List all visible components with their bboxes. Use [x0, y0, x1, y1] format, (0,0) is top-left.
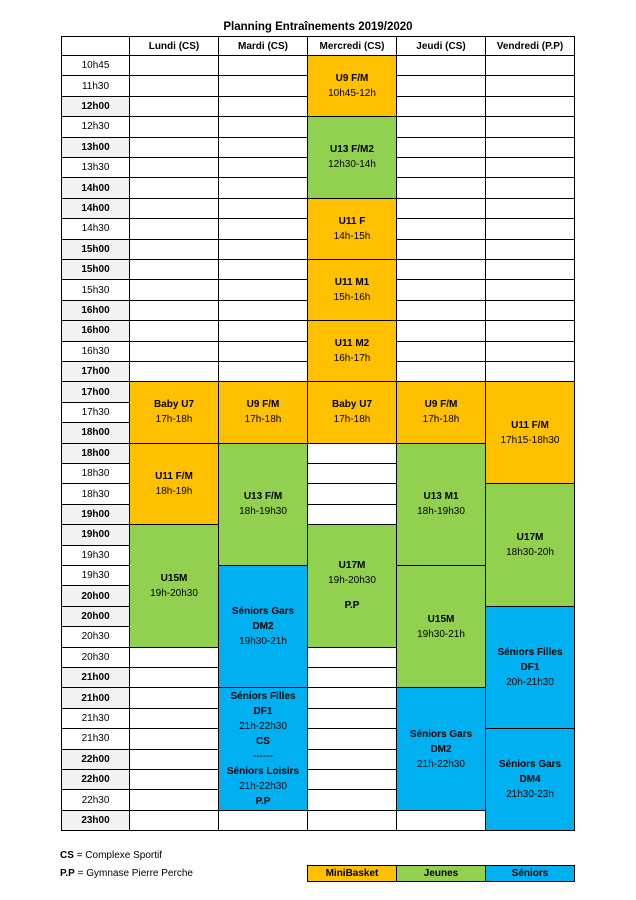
time-label: 14h00	[61, 198, 130, 219]
empty-slot	[218, 116, 308, 137]
empty-slot	[218, 137, 308, 158]
session-line: 17h-18h	[422, 414, 460, 426]
time-label: 19h30	[61, 545, 130, 566]
empty-slot	[396, 116, 486, 137]
time-label: 18h00	[61, 422, 130, 443]
session-block	[485, 381, 575, 484]
empty-slot	[129, 218, 219, 239]
session-block	[307, 524, 397, 647]
session-block	[307, 198, 397, 260]
empty-slot	[485, 239, 575, 260]
empty-slot	[485, 116, 575, 137]
empty-slot	[485, 218, 575, 239]
empty-slot	[218, 177, 308, 198]
empty-slot	[218, 157, 308, 178]
empty-slot	[129, 728, 219, 749]
empty-slot	[485, 198, 575, 219]
empty-slot	[485, 177, 575, 198]
empty-slot	[129, 789, 219, 810]
time-label: 16h00	[61, 300, 130, 321]
day-header: Jeudi (CS)	[396, 36, 486, 56]
time-label: 20h30	[61, 626, 130, 647]
empty-slot	[307, 667, 397, 688]
empty-slot	[396, 198, 486, 219]
time-label: 12h30	[61, 116, 130, 137]
session-line: DM4	[519, 774, 541, 786]
time-label: 21h00	[61, 667, 130, 688]
session-block	[307, 55, 397, 117]
time-label: 13h00	[61, 137, 130, 158]
session-block	[307, 381, 397, 443]
legend-jeunes: Jeunes	[396, 865, 486, 882]
session-name: U11 M2	[334, 338, 370, 350]
empty-slot	[396, 96, 486, 117]
empty-slot	[396, 239, 486, 260]
empty-slot	[307, 728, 397, 749]
session-block	[129, 443, 219, 526]
time-label: 15h30	[61, 279, 130, 300]
session-name: U11 F	[338, 215, 366, 227]
empty-slot	[129, 137, 219, 158]
empty-slot	[129, 55, 219, 76]
session-line: 20h-21h30	[506, 676, 554, 688]
session-line: 21h-22h30	[239, 721, 287, 733]
page-title: Planning Entraînements 2019/2020	[223, 21, 413, 33]
empty-slot	[396, 300, 486, 321]
legend-minibasket: MiniBasket	[307, 865, 397, 882]
session-line: 19h30-21h	[417, 628, 465, 640]
session-block	[129, 381, 219, 443]
empty-slot	[129, 667, 219, 688]
session-name: U9 F/M	[335, 73, 369, 85]
session-name: U15M	[427, 613, 455, 625]
empty-slot	[307, 647, 397, 668]
session-name: U13 F/M	[243, 491, 283, 503]
empty-slot	[129, 810, 219, 831]
empty-slot	[485, 361, 575, 382]
empty-slot	[307, 749, 397, 770]
empty-slot	[129, 177, 219, 198]
time-label: 17h30	[61, 402, 130, 423]
session-name: U17M	[338, 560, 366, 572]
empty-slot	[307, 443, 397, 464]
session-block	[485, 483, 575, 606]
session-line: DF1	[253, 706, 273, 718]
session-name: Séniors Gars	[498, 759, 562, 771]
time-label: 20h00	[61, 585, 130, 606]
session-line: 15h-16h	[333, 292, 371, 304]
empty-slot	[129, 75, 219, 96]
day-header: Lundi (CS)	[129, 36, 219, 56]
session-name: U13 M1	[423, 491, 459, 503]
session-name: Séniors Filles	[230, 691, 296, 703]
empty-slot	[129, 341, 219, 362]
time-label: 22h00	[61, 749, 130, 770]
empty-slot	[485, 320, 575, 341]
session-line: DF1	[520, 661, 540, 673]
empty-slot	[307, 463, 397, 484]
session-line: P.P	[255, 796, 271, 808]
empty-slot	[129, 279, 219, 300]
empty-slot	[485, 341, 575, 362]
session-line: 19h-20h30	[150, 587, 198, 599]
session-line: 17h15-18h30	[500, 434, 560, 446]
session-line: 21h-22h30	[239, 781, 287, 793]
time-label: 22h30	[61, 789, 130, 810]
time-label: 15h00	[61, 239, 130, 260]
location-name: = Gymnase Pierre Perche	[74, 868, 193, 879]
time-label: 10h45	[61, 55, 130, 76]
empty-slot	[307, 483, 397, 504]
session-block	[307, 116, 397, 199]
empty-slot	[129, 687, 219, 708]
session-line: Séniors Loisirs	[226, 766, 300, 778]
session-line: 16h-17h	[333, 353, 371, 365]
session-block	[307, 320, 397, 382]
session-line: 21h-22h30	[417, 758, 465, 770]
empty-slot	[396, 810, 486, 831]
time-label: 17h00	[61, 381, 130, 402]
session-block	[396, 381, 486, 443]
session-block	[485, 606, 575, 729]
time-label: 13h30	[61, 157, 130, 178]
day-header: Mercredi (CS)	[307, 36, 397, 56]
time-label: 21h00	[61, 687, 130, 708]
time-label: 14h30	[61, 218, 130, 239]
location-name: = Complexe Sportif	[73, 850, 163, 861]
empty-slot	[396, 259, 486, 280]
time-label: 16h30	[61, 341, 130, 362]
session-line: 18h-19h	[155, 485, 193, 497]
empty-slot	[218, 361, 308, 382]
time-label: 19h00	[61, 504, 130, 525]
session-line: 17h-18h	[155, 414, 193, 426]
empty-slot	[396, 157, 486, 178]
time-label: 15h00	[61, 259, 130, 280]
empty-slot	[218, 96, 308, 117]
empty-slot	[129, 198, 219, 219]
empty-slot	[485, 157, 575, 178]
session-block	[396, 687, 486, 810]
empty-slot	[129, 116, 219, 137]
empty-slot	[485, 259, 575, 280]
empty-slot	[129, 320, 219, 341]
session-block	[218, 687, 308, 810]
empty-slot	[218, 341, 308, 362]
empty-slot	[129, 361, 219, 382]
session-line: 12h30-14h	[328, 159, 376, 171]
empty-slot	[218, 55, 308, 76]
empty-slot	[129, 708, 219, 729]
session-line: 19h30-21h	[239, 636, 287, 648]
empty-slot	[307, 810, 397, 831]
empty-slot	[485, 55, 575, 76]
empty-slot	[129, 96, 219, 117]
session-name: Séniors Gars	[231, 606, 295, 618]
empty-slot	[396, 341, 486, 362]
empty-slot	[307, 708, 397, 729]
empty-slot	[485, 96, 575, 117]
time-label: 23h00	[61, 810, 130, 831]
session-name: Séniors Filles	[497, 646, 563, 658]
empty-slot	[307, 789, 397, 810]
session-block	[129, 524, 219, 647]
empty-slot	[396, 55, 486, 76]
time-label: 16h00	[61, 320, 130, 341]
time-label: 20h00	[61, 606, 130, 627]
session-line: 18h30-20h	[506, 547, 554, 559]
empty-slot	[396, 177, 486, 198]
time-label: 18h00	[61, 443, 130, 464]
time-label: 20h30	[61, 647, 130, 668]
session-line: 19h-20h30	[328, 575, 376, 587]
legend-seniors: Séniors	[485, 865, 575, 882]
time-label: 12h00	[61, 96, 130, 117]
session-block	[307, 259, 397, 321]
time-label: 19h30	[61, 565, 130, 586]
time-label: 17h00	[61, 361, 130, 382]
session-block	[218, 381, 308, 443]
empty-slot	[396, 137, 486, 158]
empty-slot	[218, 300, 308, 321]
empty-slot	[129, 647, 219, 668]
session-line: DM2	[430, 743, 452, 755]
time-label: 18h30	[61, 463, 130, 484]
location-note	[60, 850, 162, 861]
empty-slot	[218, 259, 308, 280]
empty-slot	[396, 320, 486, 341]
session-line: 21h30-23h	[506, 789, 554, 801]
empty-slot	[307, 504, 397, 525]
time-label: 21h30	[61, 708, 130, 729]
session-name: Baby U7	[153, 399, 194, 411]
empty-slot	[396, 361, 486, 382]
session-block	[485, 728, 575, 831]
session-name: U11 F/M	[511, 419, 549, 431]
empty-slot	[129, 769, 219, 790]
time-label: 19h00	[61, 524, 130, 545]
session-line: CS	[256, 736, 270, 748]
empty-slot	[218, 279, 308, 300]
empty-slot	[396, 218, 486, 239]
session-line: DM2	[252, 621, 274, 633]
empty-slot	[218, 198, 308, 219]
time-label: 22h00	[61, 769, 130, 790]
empty-slot	[218, 320, 308, 341]
session-name: U17M	[516, 532, 544, 544]
session-name: U9 F/M	[246, 399, 280, 411]
session-line: 18h-19h30	[417, 506, 465, 518]
empty-slot	[485, 137, 575, 158]
session-block	[396, 565, 486, 688]
empty-slot	[485, 75, 575, 96]
empty-slot	[218, 810, 308, 831]
day-header: Mardi (CS)	[218, 36, 308, 56]
time-label: 21h30	[61, 728, 130, 749]
session-name: U9 F/M	[424, 399, 458, 411]
session-line: 10h45-12h	[328, 88, 376, 100]
time-label: 18h30	[61, 483, 130, 504]
session-name: Baby U7	[331, 399, 372, 411]
empty-slot	[129, 259, 219, 280]
empty-slot	[218, 239, 308, 260]
session-line: 17h-18h	[333, 414, 371, 426]
session-line: 18h-19h30	[239, 506, 287, 518]
day-header: Vendredi (P.P)	[485, 36, 575, 56]
location-abbr: P.P	[60, 868, 75, 879]
empty-slot	[485, 279, 575, 300]
session-block	[218, 565, 308, 688]
header-corner	[61, 36, 130, 56]
session-line: ------	[253, 751, 273, 763]
empty-slot	[307, 687, 397, 708]
session-block	[218, 443, 308, 566]
session-block	[396, 443, 486, 566]
empty-slot	[396, 279, 486, 300]
session-name: U15M	[160, 572, 188, 584]
location-note	[60, 868, 193, 879]
empty-slot	[129, 300, 219, 321]
location-abbr: CS	[60, 850, 74, 861]
empty-slot	[218, 218, 308, 239]
session-name: U13 F/M2	[330, 144, 374, 156]
time-label: 14h00	[61, 177, 130, 198]
time-label: 11h30	[61, 75, 130, 96]
empty-slot	[218, 75, 308, 96]
empty-slot	[129, 749, 219, 770]
session-name: U11 M1	[334, 277, 370, 289]
session-line: 14h-15h	[333, 230, 371, 242]
empty-slot	[307, 769, 397, 790]
empty-slot	[396, 75, 486, 96]
session-name: Séniors Gars	[409, 728, 473, 740]
empty-slot	[129, 239, 219, 260]
session-name: U11 F/M	[155, 470, 193, 482]
empty-slot	[129, 157, 219, 178]
session-line: 17h-18h	[244, 414, 282, 426]
empty-slot	[485, 300, 575, 321]
session-line: P.P	[344, 600, 360, 612]
